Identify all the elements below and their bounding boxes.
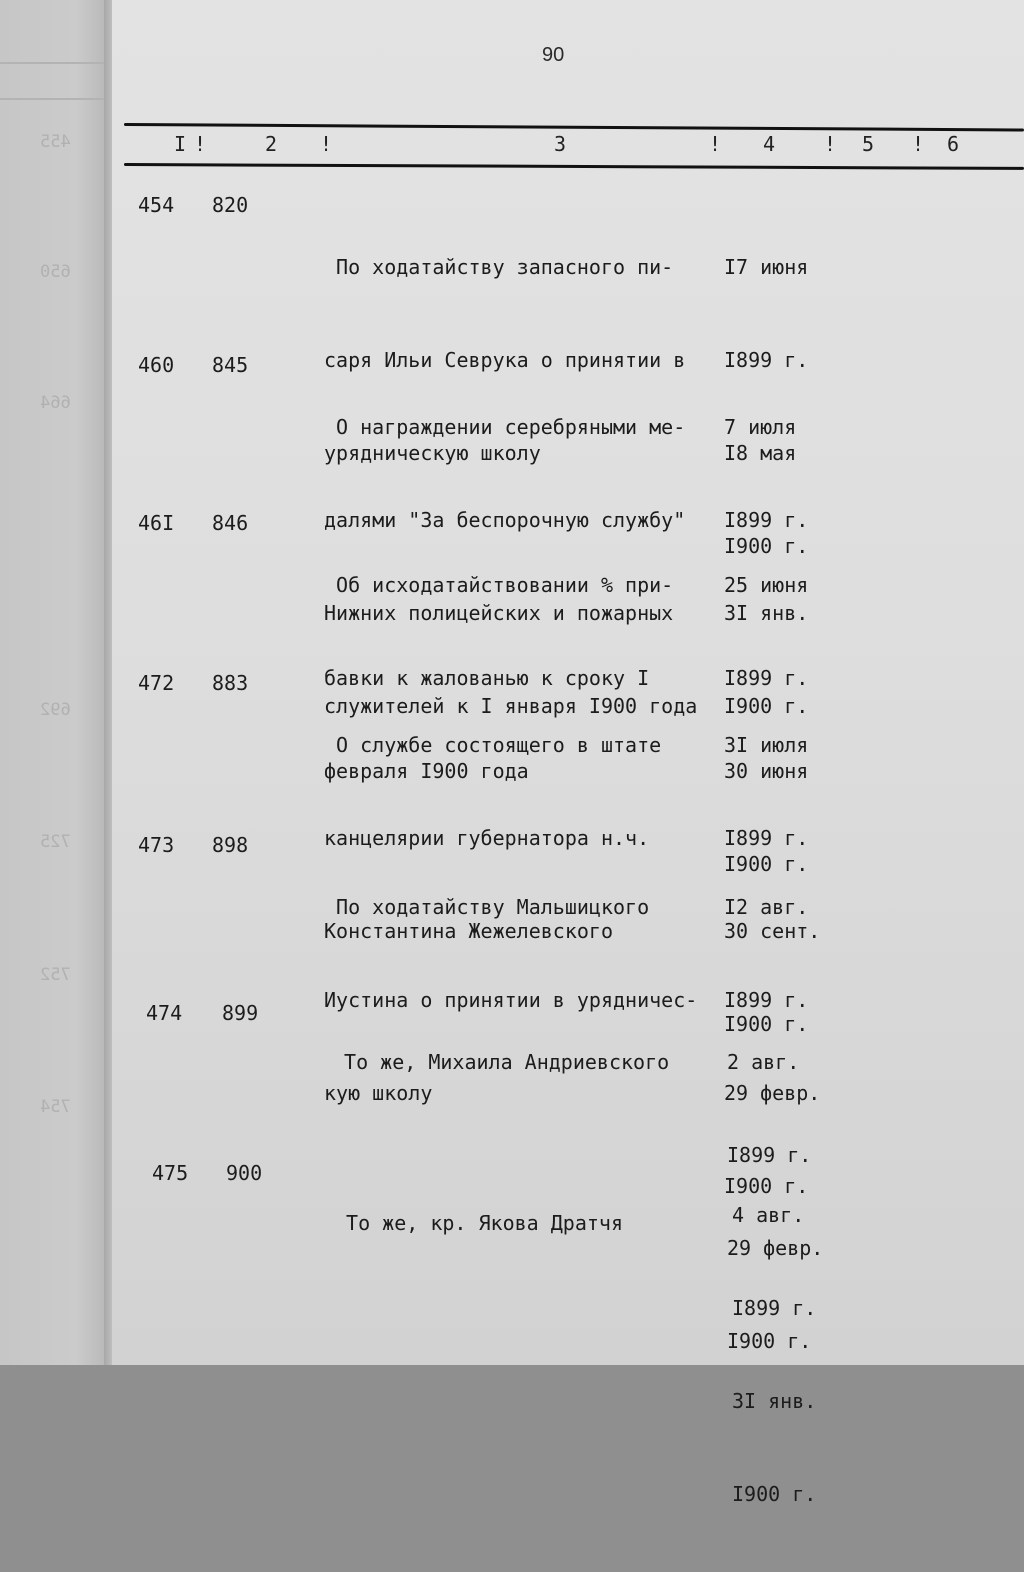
case-description [334, 1146, 623, 1301]
date-line: I900 г. [724, 534, 809, 558]
column-separator: ! [194, 132, 207, 156]
date-line: I900 г. [724, 1012, 809, 1036]
column-header-3: 3 [554, 132, 567, 156]
column-header-6: 6 [947, 132, 960, 156]
case-dates [732, 1138, 816, 1572]
date-line: I900 г. [727, 1329, 812, 1353]
case-number: 845 [212, 353, 249, 377]
description-line: бавки к жалованью к сроку I [324, 666, 650, 690]
date-line: I899 г. [732, 1296, 817, 1320]
description-line: По ходатайству Мальшицкого [324, 895, 650, 919]
date-line: 29 февр. [727, 1236, 824, 1260]
facing-page [0, 0, 108, 1365]
record-number: 473 [138, 833, 175, 857]
description-line: О службе состоящего в штате [324, 733, 662, 757]
description-line: Нижних полицейских и пожарных [324, 601, 674, 625]
column-separator: ! [824, 132, 837, 156]
document-page [112, 0, 1024, 1506]
date-line: 3I янв. [732, 1389, 817, 1413]
description-line: урядническую школу [324, 441, 541, 465]
header-top-rule [124, 123, 1024, 131]
description-line: Константина Жежелевского [324, 919, 613, 943]
date-line: 3I янв. [724, 601, 809, 625]
date-line: I900 г. [732, 1482, 817, 1506]
date-line: I2 авг. [724, 895, 809, 919]
description-line: То же, кр. Якова Дратчя [334, 1211, 623, 1235]
record-number: 46I [138, 511, 175, 535]
date-line: I8 мая [724, 441, 797, 465]
description-line: февраля I900 года [324, 759, 529, 783]
date-line: I899 г. [724, 348, 809, 372]
description-line: Об исходатайствовании % при- [324, 573, 674, 597]
case-number: 899 [222, 1001, 259, 1025]
case-number: 846 [212, 511, 249, 535]
date-line: 30 сент. [724, 919, 821, 943]
date-line: 3I июля [724, 733, 809, 757]
date-line: I899 г. [724, 988, 809, 1012]
record-number: 475 [152, 1161, 189, 1185]
case-description [332, 985, 669, 1140]
date-line: I899 г. [724, 666, 809, 690]
case-number: 820 [212, 193, 249, 217]
column-header-5: 5 [862, 132, 875, 156]
description-line: То же, Михаила Андриевского [332, 1050, 670, 1074]
ghost-rule [0, 62, 108, 64]
ghost-number: 650 [40, 262, 71, 282]
date-line: I899 г. [724, 508, 809, 532]
date-line: 2 авг. [727, 1050, 800, 1074]
description-line: служителей к I января I900 года [324, 694, 698, 718]
date-line: I900 г. [724, 694, 809, 718]
case-number: 900 [226, 1161, 263, 1185]
record-number: 454 [138, 193, 175, 217]
date-line: I7 июня [724, 255, 809, 279]
date-line: I899 г. [724, 826, 809, 850]
date-line: I900 г. [724, 1174, 809, 1198]
date-line: 29 февр. [724, 1081, 821, 1105]
case-number: 898 [212, 833, 249, 857]
ghost-rule [0, 98, 108, 100]
ghost-number: 725 [40, 832, 71, 852]
description-line: далями "За беспорочную службу" [324, 508, 686, 532]
column-header-4: 4 [763, 132, 776, 156]
date-line: 30 июня [724, 759, 809, 783]
case-number: 883 [212, 671, 249, 695]
description-line: По ходатайству запасного пи- [324, 255, 674, 279]
page-number: 90 [542, 44, 565, 66]
date-line: 7 июля [724, 415, 797, 439]
ghost-number: 692 [40, 700, 71, 720]
record-number: 474 [146, 1001, 183, 1025]
ghost-number: 752 [40, 965, 71, 985]
ghost-number: 455 [40, 132, 71, 152]
date-line: 25 июня [724, 573, 809, 597]
description-line: Иустина о принятии в урядничес- [324, 988, 698, 1012]
description-line: канцелярии губернатора н.ч. [324, 826, 650, 850]
date-line: I900 г. [724, 852, 809, 876]
description-line: саря Ильи Севрука о принятии в [324, 348, 686, 372]
ghost-number: 754 [40, 1097, 71, 1117]
column-separator: ! [912, 132, 925, 156]
ghost-number: 664 [40, 393, 71, 413]
record-number: 460 [138, 353, 175, 377]
column-header-2: 2 [265, 132, 278, 156]
description-line: кую школу [324, 1081, 433, 1105]
column-header-1: I [174, 132, 187, 156]
header-bottom-rule [124, 163, 1024, 170]
column-separator: ! [709, 132, 722, 156]
description-line: О награждении серебряными ме- [324, 415, 686, 439]
column-separator: ! [320, 132, 333, 156]
record-number: 472 [138, 671, 175, 695]
date-line: I899 г. [727, 1143, 812, 1167]
date-line: 4 авг. [732, 1203, 805, 1227]
